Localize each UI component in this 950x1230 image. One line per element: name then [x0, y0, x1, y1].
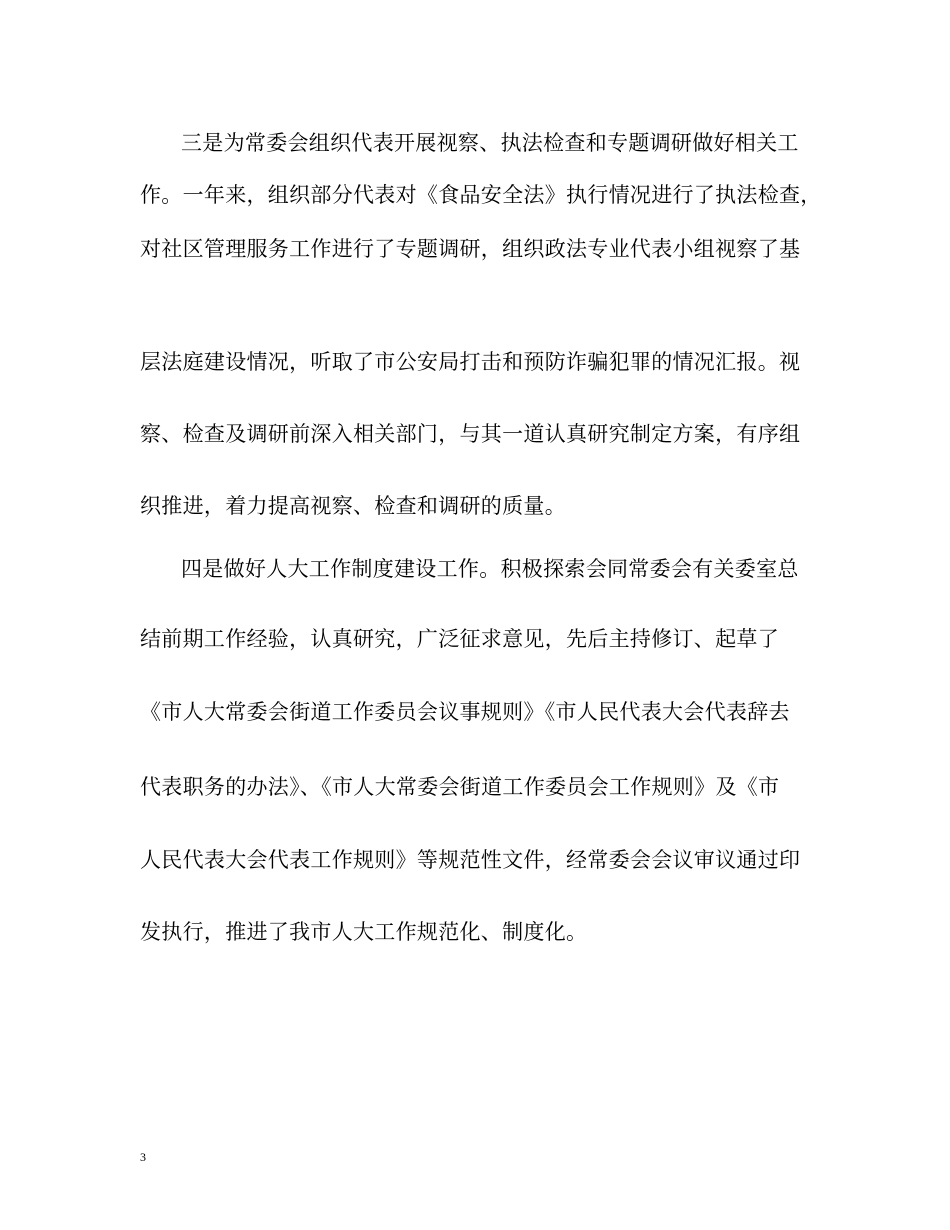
paragraph-line: 三是为常委会组织代表开展视察、执法检查和专题调研做好相关工 — [181, 131, 799, 155]
paragraph-line: 代表职务的办法》、《市人大常委会街道工作委员会工作规则》及《市 — [140, 775, 780, 799]
paragraph-line: 《市人大常委会街道工作委员会议事规则》《市人民代表大会代表辞去 — [140, 700, 790, 724]
paragraph-line: 作。一年来，组织部分代表对《食品安全法》执行情况进行了执法检查， — [140, 183, 822, 207]
paragraph-line: 察、检查及调研前深入相关部门，与其一道认真研究制定方案，有序组 — [140, 422, 801, 446]
paragraph-line: 人民代表大会代表工作规则》等规范性文件，经常委会会议审议通过印 — [140, 848, 801, 872]
paragraph-line: 织推进，着力提高视察、检查和调研的质量。 — [140, 494, 566, 518]
page-number: 3 — [140, 1150, 146, 1164]
paragraph-line: 对社区管理服务工作进行了专题调研，组织政法专业代表小组视察了基 — [140, 237, 801, 261]
paragraph-line: 四是做好人大工作制度建设工作。积极探索会同常委会有关委室总 — [181, 557, 799, 581]
paragraph-line: 结前期工作经验，认真研究，广泛征求意见，先后主持修订、起草了 — [140, 627, 779, 651]
paragraph-line: 发执行，推进了我市人大工作规范化、制度化。 — [140, 920, 588, 944]
paragraph-line: 层法庭建设情况，听取了市公安局打击和预防诈骗犯罪的情况汇报。视 — [140, 350, 801, 374]
